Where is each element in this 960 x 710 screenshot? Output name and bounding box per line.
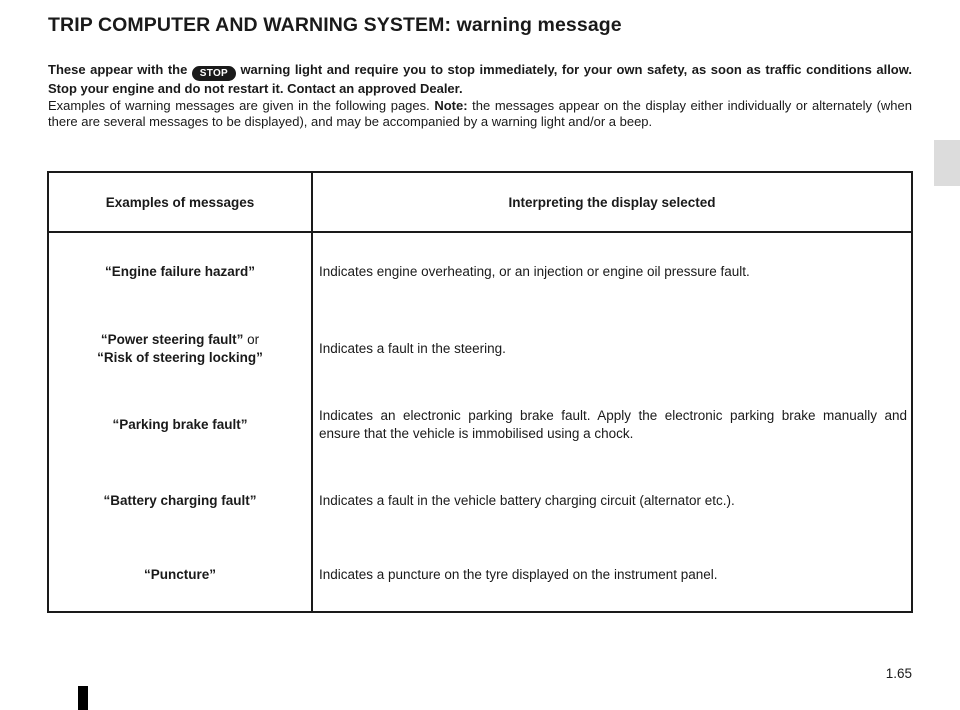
- page-title: TRIP COMPUTER AND WARNING SYSTEM: warning message: [48, 14, 622, 36]
- message-cell: “Puncture”: [48, 539, 312, 612]
- table-row: [48, 463, 912, 539]
- note-text: the messages appear on the display either individually or alternately (when there are several messages to be displayed), and may be accompanied by a warning light and/or a beep.: [48, 97, 912, 129]
- intro-bold-text-start: These appear with the: [48, 62, 192, 77]
- section-side-tab: [934, 140, 960, 186]
- page-number: 1.65: [885, 666, 912, 681]
- interpretation-cell: Indicates an electronic parking brake fault. Apply the electronic parking brake manually and ensure that the vehicle is immobilised using a chock.: [319, 408, 907, 441]
- table-header-row: [48, 172, 912, 232]
- message-cell: “Parking brake fault”: [48, 387, 312, 463]
- print-corner-mark: [78, 686, 88, 710]
- header-examples-of-messages: Examples of messages: [48, 172, 312, 232]
- warning-messages-table: [47, 171, 913, 613]
- stop-warning-icon: STOP: [192, 66, 236, 81]
- message-cell: “Battery charging fault”: [48, 463, 312, 539]
- message-cell: [48, 311, 312, 387]
- intro-paragraph: [48, 62, 912, 131]
- interpretation-cell: Indicates a puncture on the tyre displayed on the instrument panel.: [319, 567, 718, 582]
- table-row: [48, 539, 912, 612]
- interpretation-cell: Indicates a fault in the vehicle battery charging circuit (alternator etc.).: [319, 493, 735, 508]
- message-text: “Power steering fault”: [100, 332, 244, 347]
- intro-bold-text-end: warning light and require you to stop immediately, for your own safety, as soon as traffic conditions allow. Stop your engine and do not restart it. Contact an approved Dealer.: [48, 62, 912, 96]
- message-cell: “Engine failure hazard”: [48, 232, 312, 311]
- table-row: [48, 311, 912, 387]
- table-row: [48, 387, 912, 463]
- interpretation-cell: Indicates a fault in the steering.: [319, 341, 506, 356]
- interpretation-cell: Indicates engine overheating, or an injection or engine oil pressure fault.: [319, 264, 750, 279]
- message-alt-text: “Risk of steering locking”: [97, 350, 263, 365]
- table-row: [48, 232, 912, 311]
- header-interpreting-display: Interpreting the display selected: [312, 172, 912, 232]
- message-connector: or: [243, 332, 260, 347]
- intro-examples-text: Examples of warning messages are given in the following pages.: [48, 97, 435, 113]
- note-label: Note:: [434, 97, 468, 113]
